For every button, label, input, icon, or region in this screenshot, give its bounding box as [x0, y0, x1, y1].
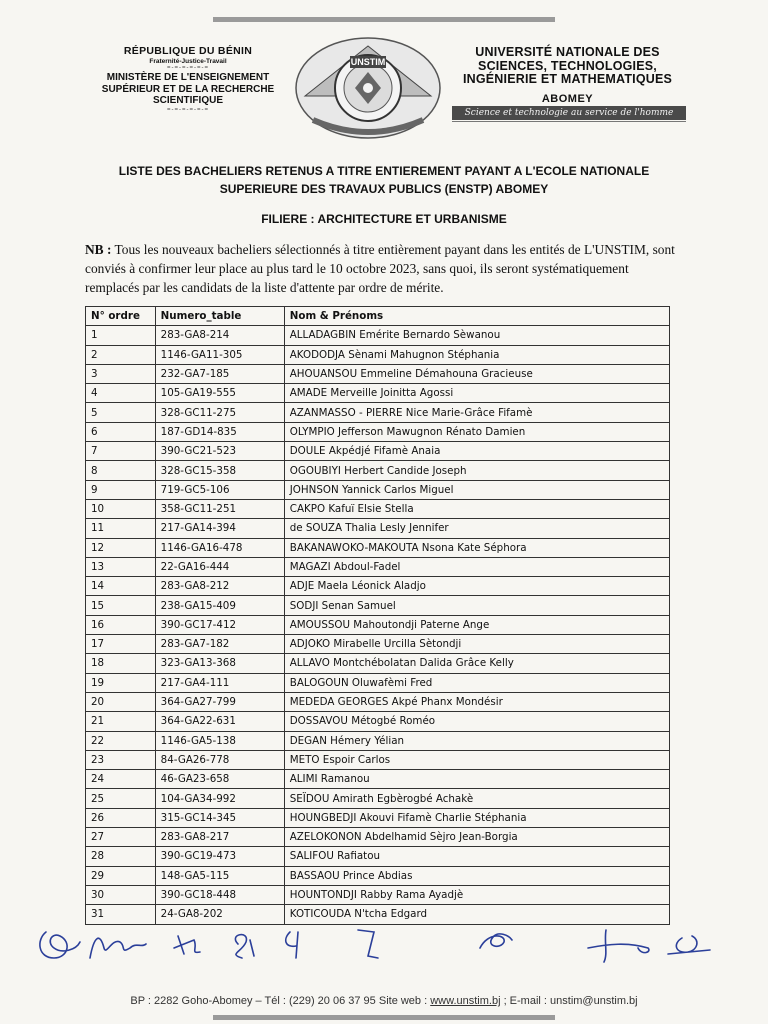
table-row: [86, 692, 670, 711]
cell-table-number: 105-GA19-555: [155, 384, 284, 403]
table-row: [86, 808, 670, 827]
cell-order: 14: [86, 577, 156, 596]
cell-table-number: 283-GA8-212: [155, 577, 284, 596]
cell-name: ALLADAGBIN Emérite Bernardo Sèwanou: [284, 326, 669, 345]
footer-email-link[interactable]: unstim@unstim.bj: [550, 995, 638, 1007]
nb-label: NB :: [85, 242, 112, 257]
cell-order: 18: [86, 654, 156, 673]
cell-order: 23: [86, 750, 156, 769]
bottom-decorative-bar: [213, 1015, 555, 1020]
country-name: RÉPUBLIQUE DU BÉNIN: [123, 45, 253, 57]
cell-order: 2: [86, 345, 156, 364]
cell-table-number: 283-GA8-214: [155, 326, 284, 345]
cell-name: AMADE Merveille Joinitta Agossi: [284, 384, 669, 403]
ministry-line: SCIENTIFIQUE: [152, 95, 223, 106]
cell-table-number: 390-GC21-523: [155, 442, 284, 461]
cell-order: 6: [86, 422, 156, 441]
cell-name: OGOUBIYI Herbert Candide Joseph: [284, 461, 669, 480]
cell-table-number: 390-GC18-448: [155, 885, 284, 904]
cell-order: 21: [86, 712, 156, 731]
table-row: [86, 712, 670, 731]
table-row: [86, 557, 670, 576]
cell-order: 4: [86, 384, 156, 403]
footer-email-label: ; E-mail :: [500, 995, 551, 1007]
table-row: [86, 384, 670, 403]
cell-order: 26: [86, 808, 156, 827]
top-decorative-bar: [213, 17, 555, 22]
cell-table-number: 390-GC19-473: [155, 847, 284, 866]
title-line: SUPERIEURE DES TRAVAUX PUBLICS (ENSTP) ABOMEY: [219, 182, 549, 196]
cell-name: CAKPO Kafuï Elsie Stella: [284, 499, 669, 518]
table-row: [86, 577, 670, 596]
cell-name: AMOUSSOU Mahoutondji Paterne Ange: [284, 615, 669, 634]
table-row: [86, 326, 670, 345]
table-row: [86, 442, 670, 461]
cell-order: 28: [86, 847, 156, 866]
cell-order: 5: [86, 403, 156, 422]
cell-order: 3: [86, 364, 156, 383]
cell-table-number: 46-GA23-658: [155, 770, 284, 789]
cell-order: 19: [86, 673, 156, 692]
table-row: [86, 731, 670, 750]
cell-name: AZANMASSO - PIERRE Nice Marie-Grâce Fifamè: [284, 403, 669, 422]
table-row: [86, 364, 670, 383]
cell-table-number: 328-GC11-275: [155, 403, 284, 422]
unstim-logo-icon: [293, 36, 443, 141]
col-header-order: N° ordre: [86, 307, 156, 326]
cell-table-number: 232-GA7-185: [155, 364, 284, 383]
cell-name: de SOUZA Thalia Lesly Jennifer: [284, 519, 669, 538]
cell-table-number: 148-GA5-115: [155, 866, 284, 885]
cell-table-number: 84-GA26-778: [155, 750, 284, 769]
cell-table-number: 358-GC11-251: [155, 499, 284, 518]
university-line: UNIVERSITÉ NATIONALE DES: [475, 45, 660, 59]
cell-order: 31: [86, 905, 156, 924]
university-header: [445, 46, 690, 105]
cell-name: ALLAVO Montchébolatan Dalida Grâce Kelly: [284, 654, 669, 673]
ministry-header: [78, 45, 298, 114]
table-row: [86, 654, 670, 673]
cell-name: ADJOKO Mirabelle Urcilla Sètondji: [284, 635, 669, 654]
cell-name: ALIMI Ramanou: [284, 770, 669, 789]
cell-order: 16: [86, 615, 156, 634]
cell-order: 27: [86, 828, 156, 847]
country-motto: Fraternité-Justice-Travail: [149, 58, 227, 65]
cell-table-number: 364-GA27-799: [155, 692, 284, 711]
cell-name: METO Espoir Carlos: [284, 750, 669, 769]
footer-website-link[interactable]: www.unstim.bj: [430, 995, 501, 1007]
cell-name: AZELOKONON Abdelhamid Sèjro Jean-Borgia: [284, 828, 669, 847]
table-row: [86, 615, 670, 634]
cell-name: SALIFOU Rafiatou: [284, 847, 669, 866]
table-header-row: [86, 307, 670, 326]
logo-text: UNSTIM: [350, 57, 386, 67]
university-line: INGÉNIERIE ET MATHEMATIQUES: [462, 72, 673, 86]
cell-name: AHOUANSOU Emmeline Démahouna Gracieuse: [284, 364, 669, 383]
cell-order: 8: [86, 461, 156, 480]
col-header-name: Nom & Prénoms: [284, 307, 669, 326]
table-row: [86, 828, 670, 847]
cell-order: 7: [86, 442, 156, 461]
cell-order: 13: [86, 557, 156, 576]
table-row: [86, 847, 670, 866]
table-row: [86, 770, 670, 789]
cell-table-number: 217-GA14-394: [155, 519, 284, 538]
table-row: [86, 422, 670, 441]
cell-table-number: 22-GA16-444: [155, 557, 284, 576]
cell-name: SODJI Senan Samuel: [284, 596, 669, 615]
cell-name: MAGAZI Abdoul-Fadel: [284, 557, 669, 576]
cell-order: 30: [86, 885, 156, 904]
filiere-heading: FILIERE : ARCHITECTURE ET URBANISME: [261, 212, 507, 226]
ministry-line: MINISTÈRE DE L'ENSEIGNEMENT: [106, 72, 270, 83]
footer-contact: [20, 995, 748, 1007]
cell-table-number: 719-GC5-106: [155, 480, 284, 499]
cell-table-number: 1146-GA16-478: [155, 538, 284, 557]
cell-name: ADJE Maela Léonick Aladjo: [284, 577, 669, 596]
cell-table-number: 217-GA4-111: [155, 673, 284, 692]
cell-order: 12: [86, 538, 156, 557]
table-row: [86, 789, 670, 808]
cell-name: HOUNTONDJI Rabby Rama Ayadjè: [284, 885, 669, 904]
cell-table-number: 315-GC14-345: [155, 808, 284, 827]
cell-table-number: 364-GA22-631: [155, 712, 284, 731]
table-row: [86, 499, 670, 518]
university-line: SCIENCES, TECHNOLOGIES,: [478, 58, 657, 73]
cell-name: JOHNSON Yannick Carlos Miguel: [284, 480, 669, 499]
table-row: [86, 673, 670, 692]
cell-table-number: 1146-GA5-138: [155, 731, 284, 750]
university-city: ABOMEY: [541, 92, 594, 105]
cell-order: 17: [86, 635, 156, 654]
university-motto: Science et technologie au service de l'homme: [452, 106, 686, 120]
document-title: [60, 162, 708, 198]
table-row: [86, 538, 670, 557]
cell-name: MEDEDA GEORGES Akpé Phanx Mondésir: [284, 692, 669, 711]
cell-order: 15: [86, 596, 156, 615]
cell-name: BASSAOU Prince Abdias: [284, 866, 669, 885]
table-row: [86, 461, 670, 480]
cell-order: 11: [86, 519, 156, 538]
cell-name: HOUNGBEDJI Akouvi Fifamè Charlie Stéphania: [284, 808, 669, 827]
cell-table-number: 104-GA34-992: [155, 789, 284, 808]
table-row: [86, 596, 670, 615]
cell-order: 20: [86, 692, 156, 711]
cell-table-number: 1146-GA11-305: [155, 345, 284, 364]
cell-table-number: 24-GA8-202: [155, 905, 284, 924]
signatures-icon: [28, 918, 728, 968]
table-row: [86, 750, 670, 769]
cell-table-number: 390-GC17-412: [155, 615, 284, 634]
cell-name: DOULE Akpédjé Fifamè Anaia: [284, 442, 669, 461]
cell-table-number: 238-GA15-409: [155, 596, 284, 615]
cell-name: OLYMPIO Jefferson Mawugnon Rénato Damien: [284, 422, 669, 441]
table-row: [86, 403, 670, 422]
nb-text: Tous les nouveaux bacheliers sélectionnés à titre entièrement payant dans les entités de L'UNSTIM, sont conviés à confirmer leur place au plus tard le 10 octobre 2023, sans quoi, ils seront systématiquement remplacés par les candidats de la liste d'attente par ordre de mérite.: [85, 242, 675, 295]
candidates-table: [85, 306, 670, 925]
separator: =-=-=-=-=-=: [166, 65, 209, 71]
cell-name: DOSSAVOU Métogbé Roméo: [284, 712, 669, 731]
cell-order: 10: [86, 499, 156, 518]
cell-order: 25: [86, 789, 156, 808]
table-row: [86, 635, 670, 654]
col-header-table-number: Numero_table: [155, 307, 284, 326]
table-row: [86, 480, 670, 499]
cell-table-number: 328-GC15-358: [155, 461, 284, 480]
table-row: [86, 866, 670, 885]
table-row: [86, 519, 670, 538]
footer-address: BP : 2282 Goho-Abomey – Tél : (229) 20 06 37 95 Site web :: [130, 995, 431, 1007]
motto-underline: [452, 121, 686, 122]
cell-table-number: 187-GD14-835: [155, 422, 284, 441]
cell-name: KOTICOUDA N'tcha Edgard: [284, 905, 669, 924]
cell-name: SEÏDOU Amirath Egbèrogbé Achakè: [284, 789, 669, 808]
nb-notice: [85, 240, 681, 297]
table-row: [86, 345, 670, 364]
cell-name: AKODODJA Sènami Mahugnon Stéphania: [284, 345, 669, 364]
cell-table-number: 323-GA13-368: [155, 654, 284, 673]
cell-name: DEGAN Hémery Yélian: [284, 731, 669, 750]
cell-order: 22: [86, 731, 156, 750]
title-line: LISTE DES BACHELIERS RETENUS A TITRE ENTIEREMENT PAYANT A L'ECOLE NATIONALE: [118, 164, 650, 178]
cell-table-number: 283-GA7-182: [155, 635, 284, 654]
cell-order: 1: [86, 326, 156, 345]
cell-order: 24: [86, 770, 156, 789]
cell-table-number: 283-GA8-217: [155, 828, 284, 847]
cell-name: BAKANAWOKO-MAKOUTA Nsona Kate Séphora: [284, 538, 669, 557]
separator: =-=-=-=-=-=: [166, 106, 209, 113]
cell-order: 9: [86, 480, 156, 499]
cell-name: BALOGOUN Oluwafèmi Fred: [284, 673, 669, 692]
cell-order: 29: [86, 866, 156, 885]
table-row: [86, 885, 670, 904]
ministry-line: SUPÉRIEUR ET DE LA RECHERCHE: [101, 83, 275, 95]
